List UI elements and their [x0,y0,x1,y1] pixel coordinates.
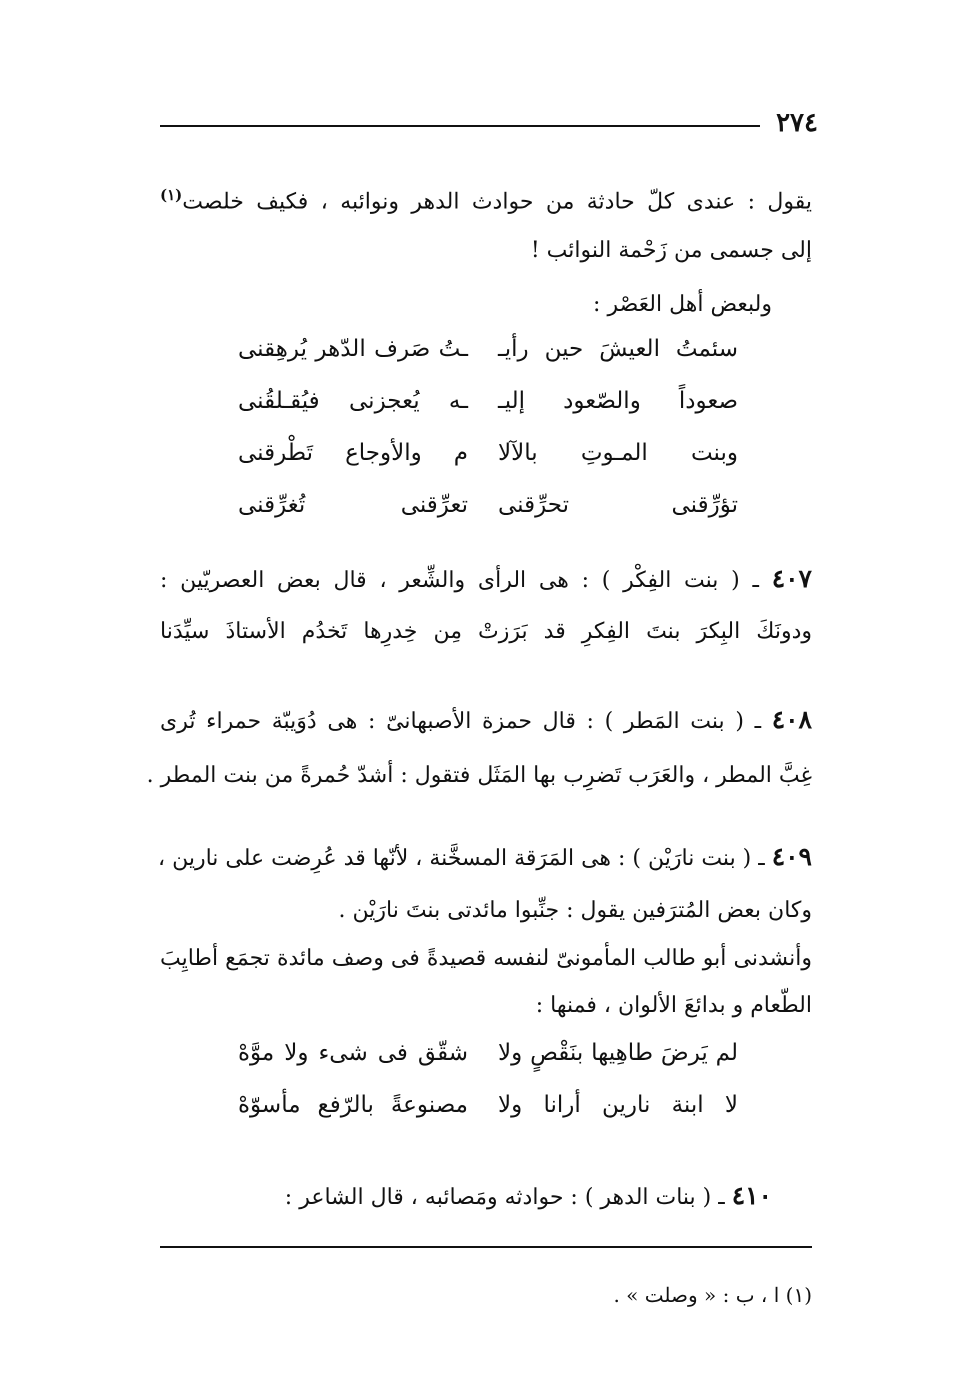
verse-hemistich-right: تؤرِّقنى تحرِّقنى [498,492,738,518]
verse-hemistich-left: شقّق فى شىء ولا موَّهْ [238,1040,468,1066]
entry-408-heading-line [160,705,812,737]
body-text: غِبَّ المطر ، والعَرَب تَضرِب بها المَثَل فتقول : أشدّ حُمرةً من بنت المطر . [146,763,812,788]
body-line [593,290,772,320]
page-number: ٢٧٤ [776,108,818,138]
verse-line [238,1092,738,1132]
body-text: وكان بعض المُترَفين يقول : جنِّبوا مائدتى بنتَ نارَيْن . [338,898,812,923]
entry-407-heading-line [160,564,812,596]
verse-text: ودونَكَ البِكرَ بنتَ الفِكرِ قد بَرَزتْ مِن خِدرِها تَخدُم الأستاذَ سيِّدَنا [160,619,812,644]
entry-number: ٤١٠ [731,1181,772,1210]
body-text: الطّعام و بدائعَ الألوان ، فمنها : [535,993,812,1018]
body-text: إلى جسمى من زَحْمة النوائب ! [530,238,812,263]
verse-line [238,336,738,376]
poem [238,336,738,536]
footnote-ref: (١) [160,186,183,204]
verse-hemistich-right: صعوداً والصّعود إليـ [498,388,738,414]
verse-hemistich-left: ـه يُعجزنى فيُقـلقُنى [238,388,468,414]
verse-line [238,388,738,428]
body-line [160,180,812,217]
entry-number: ٤٠٧ [771,564,812,593]
entry-409-heading-line [157,842,812,874]
header-rule [160,125,760,127]
verse-hemistich-left: مصنوعةً بالرّفع مأسوّهْ [238,1092,468,1118]
footnote: (١) ا ، ب : « وصلت » . [613,1283,812,1307]
verse-line [238,1040,738,1080]
entry-text: ـ ( بنت المَطر ) : قال حمزة الأصبهانىّ : هى دُوَيبّة حمراء تُرى [160,709,762,734]
entry-410-heading-line [285,1181,772,1213]
entry-number: ٤٠٩ [771,842,812,871]
verse-hemistich-right: لم يَرضَ طاهِيها بنَقْصٍ ولا [498,1040,738,1066]
body-text: يقول : عندى كلّ حادثة من حوادث الدهر ونوائبه ، فكيف خلصت [182,189,812,215]
verse-hemistich-left: م والأوجاع تَطْرقنى [238,440,468,466]
body-line [531,236,812,266]
verse-line [238,440,738,480]
body-line [160,617,812,647]
footnote-rule [160,1246,812,1248]
entry-text: ـ ( بنت نارَيْن ) : هى المَرَقة المسخَّنة ، لأنّها قد عُرِضت على نارين ، [157,846,765,871]
body-line [147,761,812,791]
body-line [339,896,812,926]
verse-hemistich-right: وبنت المـوتِ بالآلا [498,440,738,466]
entry-text: ـ ( بنت الفِكْر ) : هى الرأى والشِّعر ، قال بعض العصريّين : [160,568,759,593]
body-line [160,944,812,974]
entry-text: ـ ( بنات الدهر ) : حوادثه ومَصائبه ، قال الشاعر : [284,1185,725,1210]
verse-line [238,492,738,532]
poem-intro: ولبعض أهل العَصْر : [593,292,772,317]
body-line [536,991,812,1021]
verse-hemistich-left: ـتُ صَرف الدّهر يُرهِقنى [238,336,468,362]
entry-number: ٤٠٨ [771,705,812,734]
verse-hemistich-right: لا ابنة نارين أرانا ولا [498,1092,738,1118]
verse-hemistich-left: تعرِّقنى تُغرِّقنى [238,492,468,518]
verse-hemistich-right: سئمتُ العيشَ حين رأيـ [498,336,738,362]
poem [238,1040,738,1140]
body-text: وأنشدنى أبو طالب المأمونىّ لنفسه قصيدةً فى وصف مائدة تجمَع أطايِبَ [160,946,812,971]
